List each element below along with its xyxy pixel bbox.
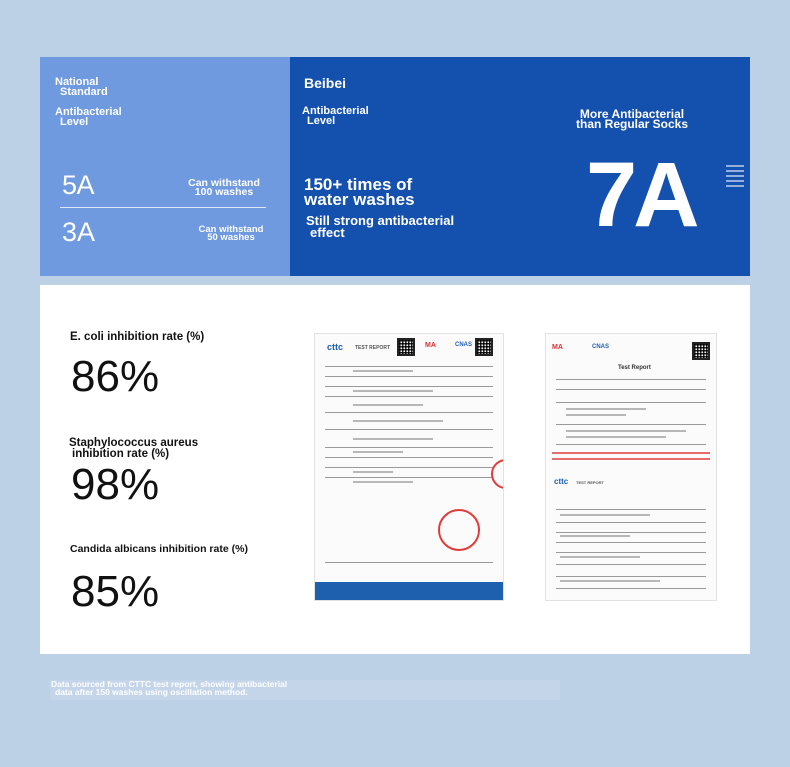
candida-value: 85% <box>71 567 160 616</box>
comparison-banner <box>40 57 750 276</box>
effect-text: Still strong antibacterial effect <box>306 213 455 240</box>
brand-name: Beibei <box>304 75 347 91</box>
cnas-badge: CNAS <box>592 344 610 350</box>
brand-level-label: Antibacterial Level <box>302 105 369 127</box>
ecoli-label: E. coli inhibition rate (%) <box>70 331 205 343</box>
compare-text: More Antibacterial than Regular Socks <box>576 107 689 131</box>
qr-code-icon <box>475 338 493 356</box>
cttc-logo: cttc <box>554 477 569 486</box>
national-standard-panel <box>40 57 290 276</box>
brand-panel <box>290 57 750 276</box>
seal-icon <box>491 459 504 489</box>
staph-value: 98% <box>71 460 160 509</box>
candida-label: Candida albicans inhibition rate (%) <box>70 543 248 555</box>
cnas-badge: CNAS <box>455 342 473 348</box>
brand-grade: 7A <box>586 144 696 246</box>
data-source-footnote: Data sourced from CTTC test report, showing antibacterial data after 150 washes using oscillation method. <box>50 680 560 700</box>
seal-icon <box>438 509 480 551</box>
ma-badge: MA <box>425 342 436 349</box>
test-report-document-1 <box>314 333 504 601</box>
qr-code-icon <box>397 338 415 356</box>
antibacterial-level-label: Antibacterial Level <box>55 106 122 128</box>
divider <box>60 207 266 208</box>
ecoli-value: 86% <box>71 352 160 401</box>
results-card <box>40 285 750 654</box>
staph-label: Staphylococcus aureus inhibition rate (%) <box>69 437 199 460</box>
ma-badge: MA <box>552 344 563 351</box>
grade-5a: 5A <box>62 170 95 200</box>
grade-3a-note: Can withstand 50 washes <box>198 224 264 243</box>
test-report-tag: TEST REPORT <box>355 345 391 351</box>
grade-5a-note: Can withstand 100 washes <box>188 177 260 198</box>
washes-headline: 150+ times of water washes <box>304 175 415 209</box>
grade-3a: 3A <box>62 217 96 247</box>
test-report-document-2 <box>545 333 717 601</box>
document-footer <box>315 582 503 600</box>
fine-print <box>726 165 744 190</box>
qr-code-icon <box>692 342 710 360</box>
national-standard-label: National Standard <box>55 76 108 98</box>
test-report-tag: TEST REPORT <box>576 480 605 485</box>
test-report-title: Test Report <box>618 365 651 371</box>
cttc-logo: cttc <box>327 342 344 352</box>
